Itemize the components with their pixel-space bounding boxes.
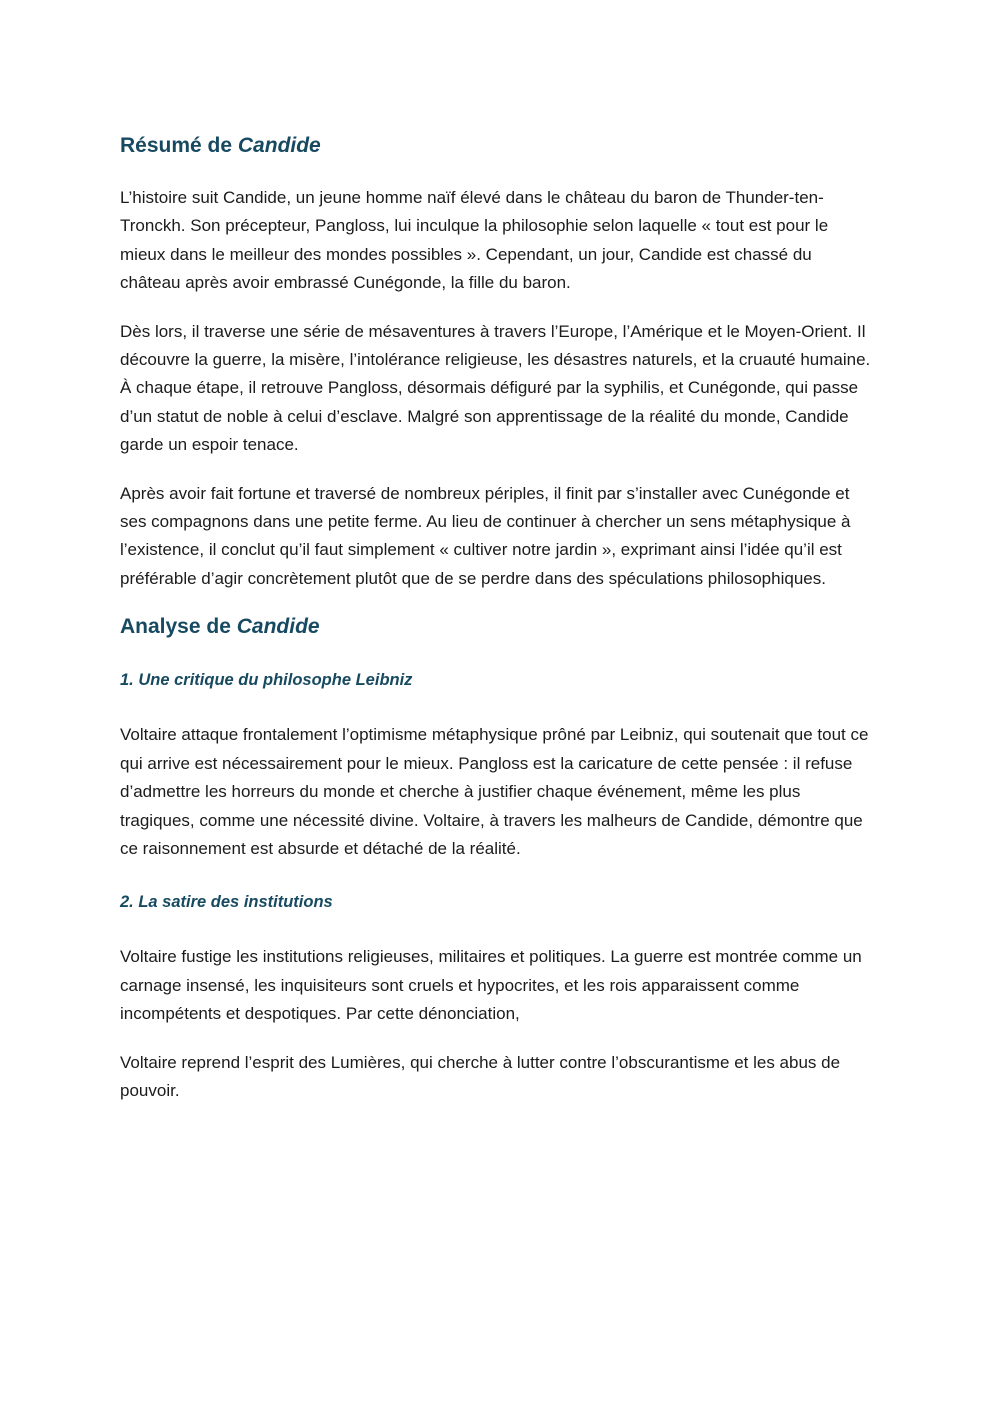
heading-title-italic: Candide [237, 134, 321, 157]
section-heading-analyse [120, 609, 872, 645]
resume-paragraph-2: Dès lors, il traverse une série de mésaventures à travers l’Europe, l’Amérique et le Moyen-Orient. Il découvre la guerre, la misère, l’intolérance religieuse, les désastres naturels, et la cruauté humaine. À chaque étape, il retrouve Pangloss, désormais défiguré par la syphilis, et Cunégonde, qui passe d’un statut de noble à celui d’esclave. Malgré son apprentissage de la réalité du monde, Candide garde un espoir tenace. [120, 321, 871, 455]
resume-paragraph-3: Après avoir fait fortune et traversé de nombreux périples, il finit par s’installer avec Cunégonde et ses compagnons dans une petite ferme. Au lieu de continuer à chercher un sens métaphysique à l’existence, il conclut qu’il faut simplement « cultiver notre jardin », exprimant ainsi l’idée qu’il est préférable d’agir concrètement plutôt que de se perdre dans des spéculations philosophiques. [120, 483, 851, 588]
resume-paragraph-1: L’histoire suit Candide, un jeune homme naïf élevé dans le château du baron de Thunder-ten-Tronckh. Son précepteur, Pangloss, lui inculque la philosophie selon laquelle « tout est pour le mieux dans le meilleur des mondes possibles ». Cependant, un jour, Candide est chassé du château après avoir embrassé Cunégonde, la fille du baron. [120, 188, 829, 293]
analyse-paragraph-satire-continued: Voltaire reprend l’esprit des Lumières, qui cherche à lutter contre l’obscurantisme et les abus de pouvoir. [120, 1052, 841, 1100]
heading-text: Analyse de [120, 615, 237, 639]
page-content [120, 128, 872, 1105]
heading-title-italic: Candide [236, 615, 320, 639]
subsection-heading-leibniz: 1. Une critique du philosophe Leibniz [120, 671, 413, 690]
analyse-paragraph-satire: Voltaire fustige les institutions religieuses, militaires et politiques. La guerre est montrée comme un carnage insensé, les inquisiteurs sont cruels et hypocrites, et les rois apparaissent comme incompétents et despotiques. Par cette dénonciation, [120, 947, 862, 1024]
section-heading-resume [120, 128, 872, 164]
heading-text: Résumé de [120, 134, 238, 157]
analyse-paragraph-leibniz: Voltaire attaque frontalement l’optimisme métaphysique prôné par Leibniz, qui soutenait que tout ce qui arrive est nécessairement pour le mieux. Pangloss est la caricature de cette pensée : il refuse d’admettre les horreurs du monde et cherche à justifier chaque événement, même les plus tragiques, comme une nécessité divine. Voltaire, à travers les malheurs de Candide, démontre que ce raisonnement est absurde et détaché de la réalité. [120, 725, 869, 858]
subsection-heading-satire: 2. La satire des institutions [120, 893, 333, 912]
